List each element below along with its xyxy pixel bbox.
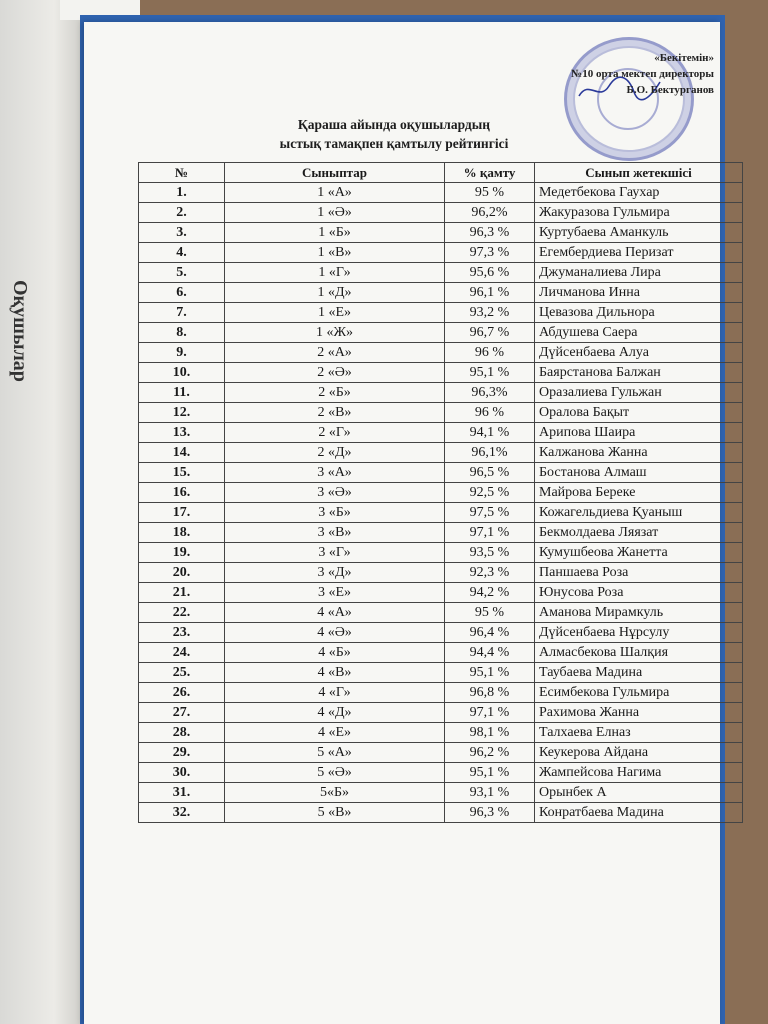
class-name: 2 «А» — [225, 343, 445, 363]
class-name: 3 «Д» — [225, 563, 445, 583]
coverage-percent: 96,1% — [445, 443, 535, 463]
director-name: Б.О. Бектурганов — [626, 84, 714, 96]
table-row — [139, 643, 743, 663]
row-number: 28. — [139, 723, 225, 743]
coverage-percent: 95,6 % — [445, 263, 535, 283]
table-row — [139, 343, 743, 363]
class-teacher: Медетбекова Гаухар — [535, 183, 743, 203]
table-row — [139, 763, 743, 783]
class-teacher: Орынбек А — [535, 783, 743, 803]
class-teacher: Кожагельдиева Қуаныш — [535, 503, 743, 523]
spine-text: Оқушылар — [9, 280, 31, 382]
row-number: 19. — [139, 543, 225, 563]
class-teacher: Майрова Береке — [535, 483, 743, 503]
class-teacher: Егембердиева Перизат — [535, 243, 743, 263]
table-row — [139, 723, 743, 743]
coverage-percent: 96,8 % — [445, 683, 535, 703]
class-teacher: Баярстанова Балжан — [535, 363, 743, 383]
class-teacher: Алмасбекова Шалқия — [535, 643, 743, 663]
table-row — [139, 203, 743, 223]
class-name: 5 «В» — [225, 803, 445, 823]
class-teacher: Дүйсенбаева Алуа — [535, 343, 743, 363]
class-name: 1 «Ж» — [225, 323, 445, 343]
class-name: 4 «Ә» — [225, 623, 445, 643]
coverage-percent: 92,5 % — [445, 483, 535, 503]
row-number: 21. — [139, 583, 225, 603]
coverage-percent: 96 % — [445, 403, 535, 423]
table-row — [139, 483, 743, 503]
table-header-row — [139, 163, 743, 183]
class-name: 1 «Б» — [225, 223, 445, 243]
document-sheet — [84, 22, 720, 1024]
row-number: 6. — [139, 283, 225, 303]
row-number: 29. — [139, 743, 225, 763]
class-name: 4 «В» — [225, 663, 445, 683]
class-teacher: Есимбекова Гульмира — [535, 683, 743, 703]
coverage-percent: 96,1 % — [445, 283, 535, 303]
class-name: 1 «А» — [225, 183, 445, 203]
row-number: 2. — [139, 203, 225, 223]
table-row — [139, 523, 743, 543]
row-number: 1. — [139, 183, 225, 203]
class-name: 4 «Г» — [225, 683, 445, 703]
table-body — [139, 183, 743, 823]
class-name: 2 «В» — [225, 403, 445, 423]
table-row — [139, 363, 743, 383]
header-classes: Сыныптар — [225, 163, 445, 183]
coverage-percent: 94,1 % — [445, 423, 535, 443]
table-row — [139, 563, 743, 583]
class-name: 4 «Д» — [225, 703, 445, 723]
coverage-percent: 95 % — [445, 603, 535, 623]
title-line-1: Қараша айында оқушылардың — [297, 117, 491, 132]
row-number: 25. — [139, 663, 225, 683]
table-row — [139, 683, 743, 703]
approval-header — [474, 50, 714, 98]
table-row — [139, 223, 743, 243]
approval-label: «Бекітемін» — [654, 52, 714, 64]
table-row — [139, 303, 743, 323]
class-name: 2 «Б» — [225, 383, 445, 403]
row-number: 8. — [139, 323, 225, 343]
row-number: 26. — [139, 683, 225, 703]
coverage-percent: 96,4 % — [445, 623, 535, 643]
coverage-percent: 96 % — [445, 343, 535, 363]
row-number: 15. — [139, 463, 225, 483]
table-row — [139, 583, 743, 603]
coverage-percent: 96,7 % — [445, 323, 535, 343]
class-teacher: Рахимова Жанна — [535, 703, 743, 723]
class-teacher: Цевазова Дильнора — [535, 303, 743, 323]
class-name: 3 «Б» — [225, 503, 445, 523]
coverage-percent: 97,1 % — [445, 703, 535, 723]
class-teacher: Оразалиева Гульжан — [535, 383, 743, 403]
coverage-percent: 92,3 % — [445, 563, 535, 583]
class-name: 3 «Г» — [225, 543, 445, 563]
table-row — [139, 263, 743, 283]
table-row — [139, 443, 743, 463]
table-row — [139, 503, 743, 523]
class-teacher: Кеукерова Айдана — [535, 743, 743, 763]
class-teacher: Дүйсенбаева Нұрсулу — [535, 623, 743, 643]
class-teacher: Конратбаева Мадина — [535, 803, 743, 823]
class-name: 5 «А» — [225, 743, 445, 763]
rating-table — [138, 162, 743, 823]
class-teacher: Личманова Инна — [535, 283, 743, 303]
class-teacher: Арипова Шаира — [535, 423, 743, 443]
row-number: 7. — [139, 303, 225, 323]
row-number: 23. — [139, 623, 225, 643]
class-name: 4 «А» — [225, 603, 445, 623]
table-row — [139, 663, 743, 683]
row-number: 22. — [139, 603, 225, 623]
row-number: 10. — [139, 363, 225, 383]
class-teacher: Талхаева Елназ — [535, 723, 743, 743]
row-number: 5. — [139, 263, 225, 283]
class-teacher: Жакуразова Гульмира — [535, 203, 743, 223]
header-number: № — [139, 163, 225, 183]
class-name: 1 «Е» — [225, 303, 445, 323]
coverage-percent: 93,2 % — [445, 303, 535, 323]
header-teacher: Сынып жетекшісі — [535, 163, 743, 183]
row-number: 11. — [139, 383, 225, 403]
class-teacher: Паншаева Роза — [535, 563, 743, 583]
title-line-2: ыстық тамақпен қамтылу рейтингісі — [279, 136, 509, 151]
row-number: 12. — [139, 403, 225, 423]
class-teacher: Оралова Бақыт — [535, 403, 743, 423]
row-number: 27. — [139, 703, 225, 723]
row-number: 24. — [139, 643, 225, 663]
table-row — [139, 323, 743, 343]
class-teacher: Бостанова Алмаш — [535, 463, 743, 483]
class-name: 2 «Д» — [225, 443, 445, 463]
table-row — [139, 423, 743, 443]
table-row — [139, 543, 743, 563]
class-teacher: Калжанова Жанна — [535, 443, 743, 463]
class-name: 4 «Е» — [225, 723, 445, 743]
coverage-percent: 94,4 % — [445, 643, 535, 663]
coverage-percent: 96,3 % — [445, 803, 535, 823]
class-teacher: Кумушбеова Жанетта — [535, 543, 743, 563]
class-name: 3 «А» — [225, 463, 445, 483]
coverage-percent: 95 % — [445, 183, 535, 203]
class-name: 3 «Е» — [225, 583, 445, 603]
row-number: 3. — [139, 223, 225, 243]
row-number: 18. — [139, 523, 225, 543]
class-teacher: Жампейсова Нагима — [535, 763, 743, 783]
coverage-percent: 98,1 % — [445, 723, 535, 743]
coverage-percent: 97,1 % — [445, 523, 535, 543]
class-name: 5«Б» — [225, 783, 445, 803]
row-number: 17. — [139, 503, 225, 523]
table-row — [139, 603, 743, 623]
coverage-percent: 95,1 % — [445, 363, 535, 383]
table-row — [139, 703, 743, 723]
document-title — [224, 115, 564, 153]
coverage-percent: 96,3% — [445, 383, 535, 403]
class-teacher: Аманова Мирамкуль — [535, 603, 743, 623]
row-number: 13. — [139, 423, 225, 443]
row-number: 14. — [139, 443, 225, 463]
row-number: 9. — [139, 343, 225, 363]
coverage-percent: 95,1 % — [445, 663, 535, 683]
class-teacher: Юнусова Роза — [535, 583, 743, 603]
coverage-percent: 93,1 % — [445, 783, 535, 803]
header-coverage: % қамту — [445, 163, 535, 183]
table-row — [139, 283, 743, 303]
class-teacher: Джуманалиева Лира — [535, 263, 743, 283]
class-name: 4 «Б» — [225, 643, 445, 663]
row-number: 30. — [139, 763, 225, 783]
class-name: 3 «В» — [225, 523, 445, 543]
table-row — [139, 743, 743, 763]
coverage-percent: 96,2 % — [445, 743, 535, 763]
table-row — [139, 403, 743, 423]
class-name: 3 «Ә» — [225, 483, 445, 503]
table-row — [139, 803, 743, 823]
table-row — [139, 783, 743, 803]
coverage-percent: 95,1 % — [445, 763, 535, 783]
table-row — [139, 383, 743, 403]
coverage-percent: 94,2 % — [445, 583, 535, 603]
class-name: 2 «Ә» — [225, 363, 445, 383]
table-row — [139, 623, 743, 643]
coverage-percent: 97,3 % — [445, 243, 535, 263]
coverage-percent: 96,5 % — [445, 463, 535, 483]
coverage-percent: 96,3 % — [445, 223, 535, 243]
class-teacher: Куртубаева Аманкуль — [535, 223, 743, 243]
table-row — [139, 243, 743, 263]
class-teacher: Таубаева Мадина — [535, 663, 743, 683]
coverage-percent: 96,2% — [445, 203, 535, 223]
row-number: 31. — [139, 783, 225, 803]
table-row — [139, 463, 743, 483]
class-name: 1 «Ә» — [225, 203, 445, 223]
class-teacher: Бекмолдаева Ляязат — [535, 523, 743, 543]
class-name: 1 «В» — [225, 243, 445, 263]
class-name: 5 «Ә» — [225, 763, 445, 783]
adjacent-page — [0, 0, 90, 1024]
coverage-percent: 97,5 % — [445, 503, 535, 523]
class-name: 1 «Г» — [225, 263, 445, 283]
coverage-percent: 93,5 % — [445, 543, 535, 563]
school-director-line: №10 орта мектеп директоры — [571, 68, 714, 80]
class-name: 1 «Д» — [225, 283, 445, 303]
row-number: 20. — [139, 563, 225, 583]
class-teacher: Абдушева Саера — [535, 323, 743, 343]
row-number: 16. — [139, 483, 225, 503]
class-name: 2 «Г» — [225, 423, 445, 443]
row-number: 4. — [139, 243, 225, 263]
table-row — [139, 183, 743, 203]
row-number: 32. — [139, 803, 225, 823]
